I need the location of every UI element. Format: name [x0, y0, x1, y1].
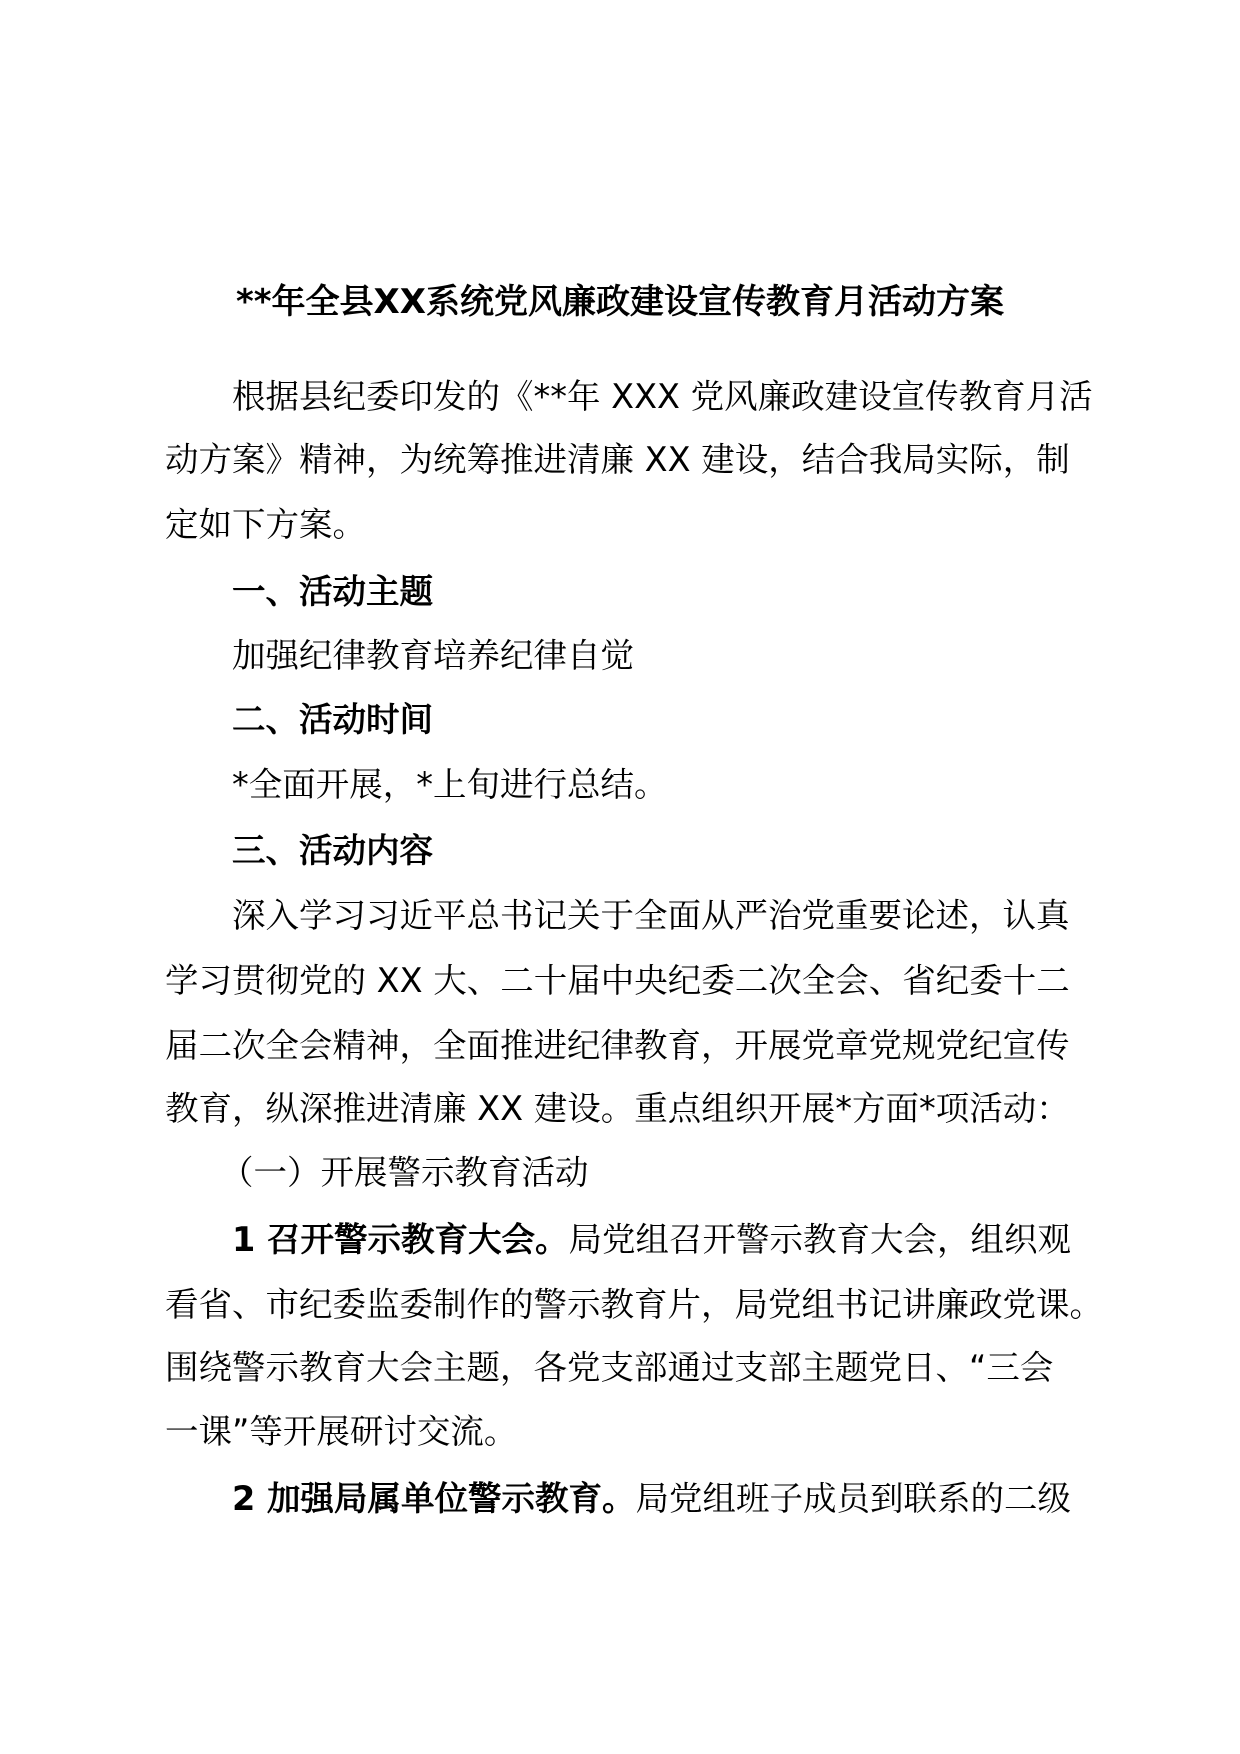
item-2-text: 局党组班子成员到联系的二级 — [635, 1479, 1071, 1518]
body-line: 教育，纵深推进清廉 XX 建设。重点组织开展*方面*项活动： — [165, 1089, 1070, 1128]
section-text: 加强纪律教育培养纪律自觉 — [232, 636, 634, 675]
item-2-title: 2 加强局属单位警示教育。 — [232, 1479, 636, 1518]
section-text: *全面开展，*上旬进行总结。 — [232, 765, 668, 804]
body-line: 围绕警示教育大会主题，各党支部通过支部主题党日、“三会 — [165, 1348, 1054, 1387]
intro-line: 根据县纪委印发的《**年 XXX 党风廉政建设宣传教育月活 — [232, 377, 1093, 416]
intro-line: 动方案》精神，为统筹推进清廉 XX 建设，结合我局实际，制 — [165, 440, 1070, 479]
document-title: **年全县XX系统党风廉政建设宣传教育月活动方案 — [236, 282, 1004, 322]
item-2-line — [232, 1477, 1162, 1521]
body-line: 看省、市纪委监委制作的警示教育片，局党组书记讲廉政党课。 — [165, 1285, 1103, 1324]
intro-line: 定如下方案。 — [165, 505, 366, 544]
body-line: 届二次全会精神，全面推进纪律教育，开展党章党规党纪宣传 — [165, 1026, 1070, 1065]
body-line: 深入学习习近平总书记关于全面从严治党重要论述，认真 — [232, 896, 1070, 935]
body-line: 一课”等开展研讨交流。 — [165, 1412, 518, 1451]
body-line: 学习贯彻党的 XX 大、二十届中央纪委二次全会、省纪委十二 — [165, 961, 1070, 1000]
item-1-line — [232, 1218, 1162, 1262]
subsection-heading: （一）开展警示教育活动 — [220, 1153, 589, 1192]
item-1-title: 1 召开警示教育大会。 — [232, 1220, 569, 1259]
section-heading: 二、活动时间 — [232, 700, 433, 739]
section-heading: 一、活动主题 — [232, 572, 433, 611]
section-heading: 三、活动内容 — [232, 831, 433, 870]
item-1-text: 局党组召开警示教育大会，组织观 — [568, 1220, 1071, 1259]
